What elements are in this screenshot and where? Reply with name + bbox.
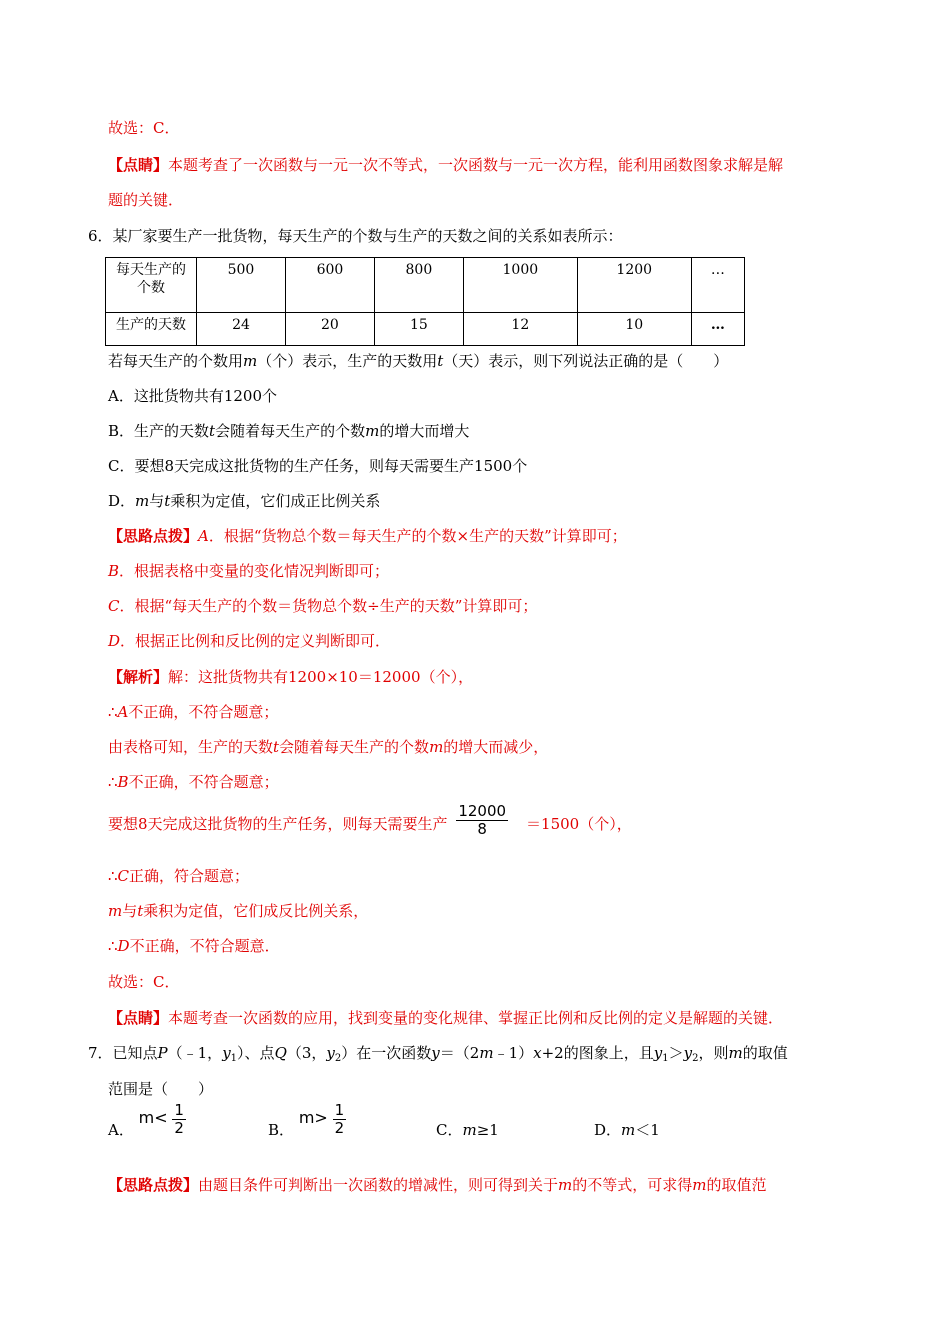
text: 的取值 [742,1044,788,1062]
subscript: 2 [692,1053,699,1064]
q6-silu-d [108,631,390,651]
q6-option-b [108,421,469,441]
dianjing-text: 本题考查一次函数的应用，找到变量的变化规律、掌握正比例和反比例的定义是解题的关键． [168,1009,784,1027]
text: 由表格可知，生产的天数 [108,738,274,756]
table-cell: 800 [374,258,463,313]
text: 的不等式，可求得 [572,1176,693,1194]
q6-stem: 6．某厂家要生产一批货物，每天生产的个数与生产的天数之间的关系如表所示： [88,227,623,245]
var-m: m [138,1108,155,1127]
q7-stem-line-2: 范围是（ ） [108,1080,214,1098]
table-cell: 24 [197,313,286,346]
q6-jiexi-1 [108,667,473,687]
table-row [106,313,745,346]
dianjing-text: 本题考查了一次函数与一元一次不等式，一次函数与一元一次方程，能利用函数图象求解是解 [168,156,784,174]
text: +2的图象上，且 [541,1044,654,1062]
var-m: m [479,1044,494,1062]
q6-jiexi-7 [108,901,368,921]
text: ＞ [668,1044,684,1062]
var-m: m [462,1121,477,1139]
table-cell: 10 [577,313,691,346]
q6-silu-b [108,561,389,581]
var-m: m [621,1121,636,1139]
q7-option-a [108,1100,268,1150]
therefore: ∴ [108,773,118,791]
q6-option-d [108,491,380,511]
text: 与 [149,492,165,510]
text: B．生产的天数 [108,422,210,440]
text: 乘积为定值，它们成正比例关系 [170,492,381,510]
q6-option-c: C．要想8天完成这批货物的生产任务，则每天需要生产1500个 [108,457,528,475]
denominator: 2 [174,1118,184,1137]
fraction [456,803,508,838]
var-m: m [558,1176,573,1194]
text: ．根据正比例和反比例的定义判断即可． [120,632,391,650]
text: ．根据表格中变量的变化情况判断即可； [119,562,390,580]
subscript: 1 [662,1053,669,1064]
text: 的增大而增大 [379,422,470,440]
numerator: 1 [174,1100,184,1119]
text: 不正确，不符合题意． [129,937,280,955]
prev-dianjing-line-2: 题的关键． [108,191,184,209]
letter: A [198,527,209,545]
text: ）、点 [237,1044,275,1062]
table-header-cell [106,258,197,313]
table-cell: 12 [463,313,577,346]
table-cell: 1200 [577,258,691,313]
letter: B [117,773,129,791]
letter: C [117,867,130,885]
table-cell: 600 [285,258,374,313]
q6-question [108,351,728,371]
var-y: y [683,1044,693,1062]
text: 的增大而减少， [443,738,549,756]
q6-jiexi-2 [108,702,278,722]
therefore: ∴ [108,703,118,721]
table-cell: … [691,258,744,313]
therefore: ∴ [108,867,118,885]
text: 不正确，不符合题意； [128,703,279,721]
var-q: Q [274,1044,287,1062]
var-t: t [273,738,280,756]
letter: B [108,562,120,580]
prev-answer: 故选：C． [108,119,180,137]
q6-silu-c [108,596,537,616]
text: ＝1500（个）， [526,815,632,833]
var-m: m [135,492,150,510]
therefore: ∴ [108,937,118,955]
text: （天）表示，则下列说法正确的是（ ） [443,352,729,370]
fraction [172,1102,186,1137]
text: 与 [122,902,138,920]
text: ）在一次函数 [341,1044,432,1062]
q6-dianjing [108,1008,783,1028]
text: 要想8天完成这批货物的生产任务，则每天需要生产 [108,815,448,833]
table-row [106,258,745,313]
var-x: x [533,1044,542,1062]
denominator: 2 [334,1118,345,1137]
var-y: y [222,1044,231,1062]
text: ＝（2 [439,1044,480,1062]
q7-option-b [268,1100,436,1150]
inequality [299,1108,328,1127]
table-cell: … [691,313,744,346]
text: 会随着每天生产的个数 [215,422,366,440]
denominator: 8 [477,819,487,838]
text: ﹣1） [493,1044,534,1062]
var-m: m [108,902,123,920]
var-t: t [209,422,216,440]
text: ．根据“每天生产的个数＝货物总个数÷生产的天数”计算即可； [119,597,538,615]
q6-jiexi-5 [108,801,632,843]
q7-stem [88,1043,788,1069]
var-m: m [728,1044,743,1062]
var-m: m [243,352,258,370]
numerator: 12000 [458,801,507,820]
var-t: t [437,352,444,370]
letter: A [117,703,129,721]
subscript: 1 [230,1053,238,1064]
silu-tag: 【思路点拨】 [108,527,199,545]
text: （﹣1， [167,1044,223,1062]
var-y: y [653,1044,663,1062]
text: 7．已知点 [88,1044,158,1062]
fraction [333,1102,347,1137]
var-m: m [692,1176,707,1194]
q6-jiexi-4 [108,772,279,792]
table-header-cell: 生产的天数 [106,313,197,346]
text: 正确，符合题意； [129,867,250,885]
q7-option-d [594,1110,660,1150]
text: D． [108,492,136,510]
prev-dianjing-line-1 [108,155,783,175]
var-m: m [365,422,380,440]
operator: > [314,1108,328,1127]
numerator: 1 [334,1100,345,1119]
q6-jiexi-6 [108,866,249,886]
q7-options [108,1100,660,1150]
inequality [139,1108,168,1127]
text: 会随着每天生产的个数 [279,738,430,756]
text: ≥1 [476,1121,499,1139]
text: 若每天生产的个数用 [108,352,244,370]
subscript: 2 [334,1053,342,1064]
var-t: t [137,902,144,920]
table-cell: 1000 [463,258,577,313]
letter: D [108,632,121,650]
option-label: D． [594,1121,622,1139]
var-p: P [157,1044,168,1062]
text: 解：这批货物共有1200×10＝12000（个）， [168,668,474,686]
q6-option-a: A．这批货物共有1200个 [108,387,278,405]
text: 的取值范 [706,1176,767,1194]
var-y: y [326,1044,335,1062]
table-cell: 500 [197,258,286,313]
letter: D [117,937,130,955]
header-text: 每天生产的 [116,262,186,278]
option-label: C． [436,1121,463,1139]
silu-tag: 【思路点拨】 [108,1176,199,1194]
text: ，则 [698,1044,729,1062]
letter: C [108,597,120,615]
jiexi-tag: 【解析】 [108,668,169,686]
text: ．根据“货物总个数＝每天生产的个数×生产的天数”计算即可； [208,527,627,545]
operator: < [154,1108,168,1127]
q6-silu-a [108,526,627,546]
text: 不正确，不符合题意； [128,773,279,791]
q6-jiexi-3 [108,737,548,757]
text: 由题目条件可判断出一次函数的增减性，则可得到关于 [198,1176,559,1194]
var-t: t [164,492,171,510]
text: （个）表示，生产的天数用 [257,352,438,370]
var-y: y [431,1044,440,1062]
option-label: B． [268,1121,295,1139]
table-cell: 15 [374,313,463,346]
dianjing-tag: 【点睛】 [108,1009,169,1027]
text: （3， [286,1044,327,1062]
dianjing-tag: 【点睛】 [108,156,169,174]
var-m: m [298,1108,315,1127]
q6-table [105,257,745,346]
var-m: m [429,738,444,756]
q6-answer: 故选：C． [108,973,180,991]
table-cell: 20 [285,313,374,346]
header-text: 个数 [137,280,165,296]
q7-silu [108,1175,767,1195]
text: 乘积为定值，它们成反比例关系， [143,902,369,920]
q6-jiexi-8 [108,936,280,956]
text: ＜1 [635,1121,660,1139]
option-label: A． [108,1121,134,1139]
q7-option-c [436,1110,594,1150]
